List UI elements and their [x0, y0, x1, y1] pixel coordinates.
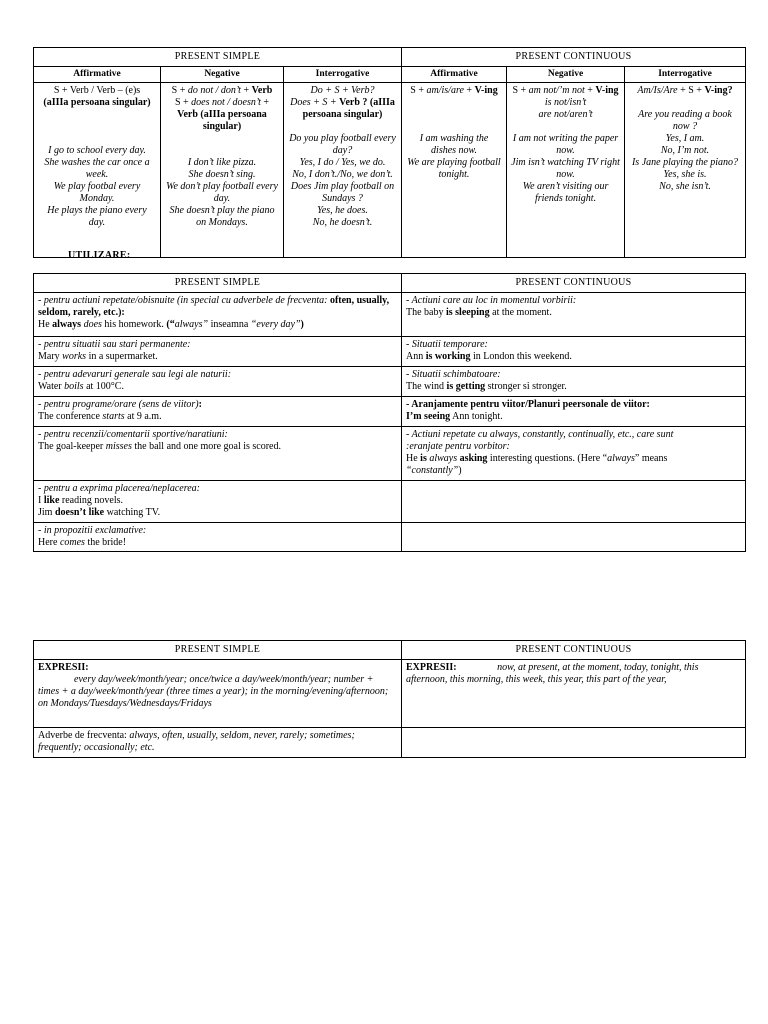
col-affirmative: Affirmative	[34, 67, 161, 83]
usage-cell: - pentru programe/orare (sens de viitor): The conference starts at 9 a.m.	[34, 397, 402, 427]
expressions-cell	[402, 660, 746, 728]
usage-cell: - pentru adevaruri generale sau legi ale naturii: Water boils at 100°C.	[34, 367, 402, 397]
pc-interrogative-cell	[625, 83, 746, 258]
usage-cell: - Situatii schimbatoare: The wind is getting stronger si stronger.	[402, 367, 746, 397]
usage-cell: - Situatii temporare: Ann is working in London this weekend.	[402, 337, 746, 367]
ps-affirmative-cell	[34, 83, 161, 258]
formula: S + am not/’m not + V-ing	[512, 85, 619, 97]
header-present-continuous: PRESENT CONTINUOUS	[402, 274, 746, 293]
example: I am washing the dishes now.	[419, 133, 489, 157]
formula: S + does not / doesn’t +	[174, 97, 270, 109]
formula: is not/isn’t	[544, 97, 587, 109]
example: No, he doesn’t.	[312, 217, 373, 229]
example: She washes the car once a week.	[44, 157, 150, 181]
example: She doesn’t play the piano on Mondays.	[169, 205, 275, 229]
formula: Do + S + Verb?	[310, 85, 375, 97]
example: Do you play football every day?	[289, 133, 396, 157]
ps-interrogative-cell	[284, 83, 402, 258]
usage-cell: - pentru a exprima placerea/neplacerea: I like reading novels. Jim doesn’t like watching TV.	[34, 481, 402, 523]
example: We play footbal every Monday.	[53, 181, 141, 205]
formula: Am/Is/Are + S + V-ing?	[637, 85, 733, 97]
usage-cell: - Aranjamente pentru viitor/Planuri peersonale de viitor: I’m seeing Ann tonight.	[402, 397, 746, 427]
section-heading-utilizare: UTILIZARE:	[68, 250, 131, 261]
header-present-simple: PRESENT SIMPLE	[34, 48, 402, 67]
header-present-continuous: PRESENT CONTINUOUS	[402, 48, 746, 67]
example: Yes, she is.	[663, 169, 707, 181]
example: We don’t play football every day.	[166, 181, 278, 205]
example: I am not writing the paper now.	[512, 133, 619, 157]
expressions-label: EXPRESII:	[38, 662, 89, 673]
usage-cell: - Actiuni repetate cu always, constantly, continually, etc., care sunt :eranjate pentru vorbitor: He is always asking interesting questions. (Here “always” means “constantly”)	[402, 427, 746, 481]
formula-note: (aIIIa persoana singular)	[43, 97, 151, 109]
example: No, she isn’t.	[659, 181, 711, 193]
formula: S + Verb / Verb – (e)s	[53, 85, 141, 97]
formula: Does + S + Verb ? (aIIIa persoana singular)	[290, 97, 395, 121]
adverbs-label: Adverbe de frecventa:	[38, 730, 130, 741]
example: Is Jane playing the piano?	[631, 157, 739, 169]
col-negative: Negative	[507, 67, 625, 83]
formula: S + do not / don’t + Verb	[171, 85, 273, 97]
col-interrogative: Interrogative	[625, 67, 746, 83]
header-present-simple: PRESENT SIMPLE	[34, 641, 402, 660]
empty-cell	[402, 481, 746, 523]
usage-cell: - pentru situatii sau stari permanente: Mary works in a supermarket.	[34, 337, 402, 367]
formula: are not/aren’t	[538, 109, 593, 121]
pc-negative-cell	[507, 83, 625, 258]
example: I go to school every day.	[48, 145, 146, 157]
example: Are you reading a book now ?	[638, 109, 732, 133]
example: We aren’t visiting our friends tonight.	[522, 181, 609, 205]
example: No, I don’t./No, we don’t.	[292, 169, 393, 181]
tenses-formula-table	[33, 47, 746, 258]
usage-cell: - pentru actiuni repetate/obisnuite (in special cu adverbele de frecventa: often, usually, seldom, rarely, etc.): He always does his homework. (“always” inseamna “every day”)	[34, 293, 402, 337]
formula: S + am/is/are + V-ing	[410, 85, 498, 97]
empty-cell	[402, 728, 746, 758]
example: No, I’m not.	[660, 145, 710, 157]
adverbs-cell	[34, 728, 402, 758]
formula-note: Verb (aIIIa persoana singular)	[177, 109, 267, 133]
expressions-list: now, at present, at the moment, today, tonight, this afternoon, this morning, this week, this year, this part of the year,	[406, 662, 699, 685]
adverbs-list: always, often, usually, seldom, never, rarely; sometimes; frequently; occasionally; etc.	[38, 730, 355, 753]
pc-affirmative-cell	[402, 83, 507, 258]
expressions-cell	[34, 660, 402, 728]
tenses-expressions-table	[33, 640, 746, 758]
example: Yes, I do / Yes, we do.	[299, 157, 386, 169]
example: He plays the piano every day.	[47, 205, 147, 229]
example: Yes, he does.	[317, 205, 368, 217]
tenses-usage-table	[33, 273, 746, 552]
example: I don’t like pizza.	[187, 157, 257, 169]
header-present-simple: PRESENT SIMPLE	[34, 274, 402, 293]
empty-cell	[402, 523, 746, 552]
col-affirmative: Affirmative	[402, 67, 507, 83]
example: She doesn’t sing.	[188, 169, 256, 181]
usage-cell: - Actiuni care au loc in momentul vorbirii: The baby is sleeping at the moment.	[402, 293, 746, 337]
example: Yes, I am.	[665, 133, 705, 145]
example: Does Jim play football on Sundays ?	[290, 181, 395, 205]
example: Jim isn’t watching TV right now.	[511, 157, 620, 181]
usage-cell: - in propozitii exclamative: Here comes the bride!	[34, 523, 402, 552]
usage-cell: - pentru recenzii/comentarii sportive/naratiuni: The goal-keeper misses the ball and one more goal is scored.	[34, 427, 402, 481]
col-interrogative: Interrogative	[284, 67, 402, 83]
example: We are playing football tonight.	[407, 157, 501, 181]
col-negative: Negative	[161, 67, 284, 83]
header-present-continuous: PRESENT CONTINUOUS	[402, 641, 746, 660]
expressions-list: every day/week/month/year; once/twice a day/week/month/year; number + times + a day/week/month/year (three times a year); in the morning/evening/afternoon; on Mondays/Tuesdays/Wednesdays/Fridays	[38, 674, 389, 709]
expressions-label: EXPRESII:	[406, 662, 457, 673]
ps-negative-cell	[161, 83, 284, 258]
